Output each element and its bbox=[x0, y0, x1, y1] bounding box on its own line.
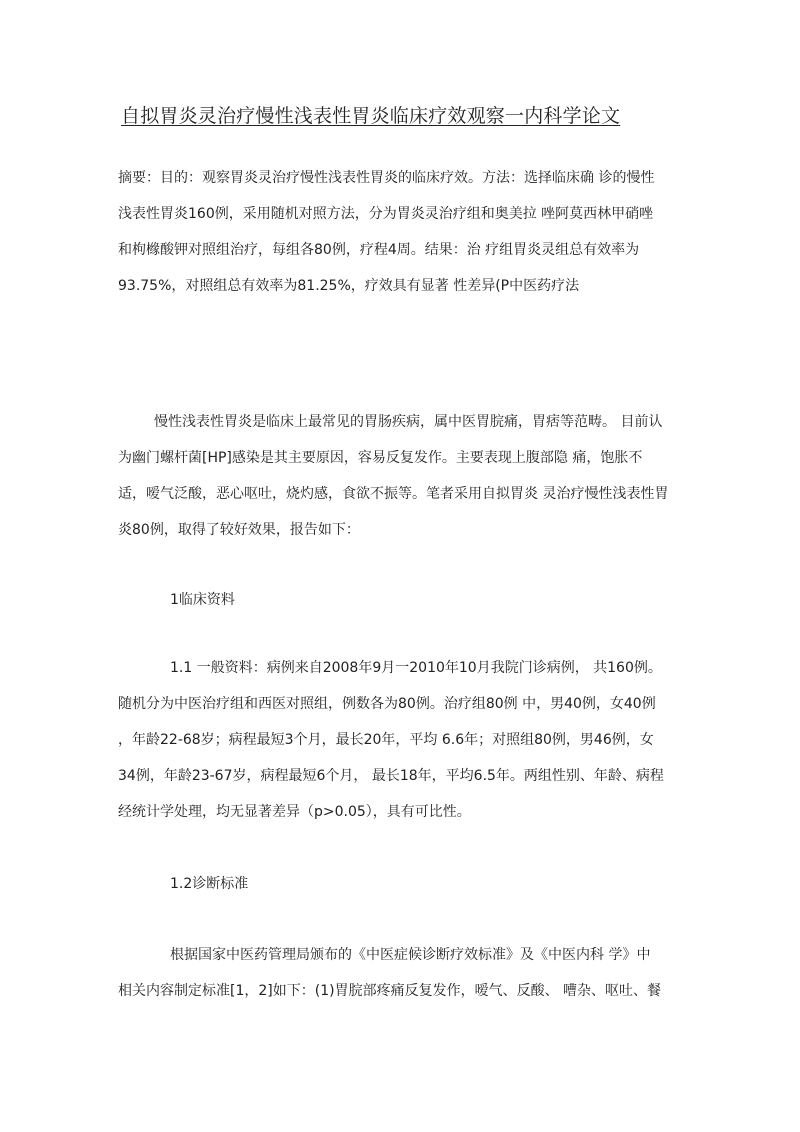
section-1-1-line: ，年龄22-68岁；病程最短3个月，最长20年，平均 6.6年；对照组80例，男46例，女 bbox=[118, 732, 654, 748]
abstract-line: 浅表性胃炎160例，采用随机对照方法，分为胃炎灵治疗组和奥美拉 唑阿莫西林甲硝唑 bbox=[118, 206, 654, 222]
intro-line: 炎80例，取得了较好效果，报告如下： bbox=[118, 522, 360, 538]
section-1-2-heading: 1.2诊断标准 bbox=[170, 876, 249, 892]
intro-line: 为幽门螺杆菌[HP]感染是其主要原因，容易反复发作。主要表现上腹部隐 痛，饱胀不 bbox=[118, 450, 643, 466]
section-1-2-heading-block bbox=[118, 866, 690, 902]
abstract-line: 和枸橼酸钾对照组治疗，每组各80例，疗程4周。结果：治 疗组胃炎灵组总有效率为 bbox=[118, 242, 640, 258]
section-1-1-line: 随机分为中医治疗组和西医对照组，例数各为80例。治疗组80例 中，男40例，女40例 bbox=[118, 696, 656, 712]
section-1-heading: 1临床资料 bbox=[170, 592, 235, 608]
intro-line: 慢性浅表性胃炎是临床上最常见的胃肠疾病，属中医胃脘痛，胃痞等范畴。 目前认 bbox=[154, 414, 663, 430]
section-1-1-line: 34例，年龄23-67岁，病程最短6个月， 最长18年，平均6.5年。两组性别、年龄、病程 bbox=[118, 768, 664, 784]
section-1-1-line: 1.1 一般资料：病例来自2008年9月一2010年10月我院门诊病例， 共160例。 bbox=[170, 660, 662, 676]
abstract-line: 摘要：目的：观察胃炎灵治疗慢性浅表性胃炎的临床疗效。方法：选择临床确 诊的慢性 bbox=[118, 170, 655, 186]
intro-paragraph bbox=[118, 404, 690, 548]
section-1-heading-block bbox=[118, 582, 690, 618]
intro-line: 适，嗳气泛酸，恶心呕吐，烧灼感，食欲不振等。笔者采用自拟胃炎 灵治疗慢性浅表性胃 bbox=[118, 486, 669, 502]
section-1-1-paragraph bbox=[118, 650, 690, 830]
section-1-2-paragraph bbox=[118, 937, 690, 1009]
section-1-2-line: 相关内容制定标准[1，2]如下：(1)胃脘部疼痛反复发作，嗳气、反酸、 嘈杂、呕吐、餐 bbox=[118, 983, 662, 999]
abstract-line: 93.75%，对照组总有效率为81.25%，疗效具有显著 性差异(P中医药疗法 bbox=[118, 278, 580, 294]
abstract-paragraph bbox=[118, 160, 690, 304]
section-1-2-line: 根据国家中医药管理局颁布的《中医症候诊断疗效标准》及《中医内科 学》中 bbox=[170, 947, 651, 963]
document-title: 自拟胃炎灵治疗慢性浅表性胃炎临床疗效观察一内科学论文 bbox=[121, 105, 621, 127]
section-1-1-line: 经统计学处理，均无显著差异（p>0.05），具有可比性。 bbox=[118, 804, 471, 820]
